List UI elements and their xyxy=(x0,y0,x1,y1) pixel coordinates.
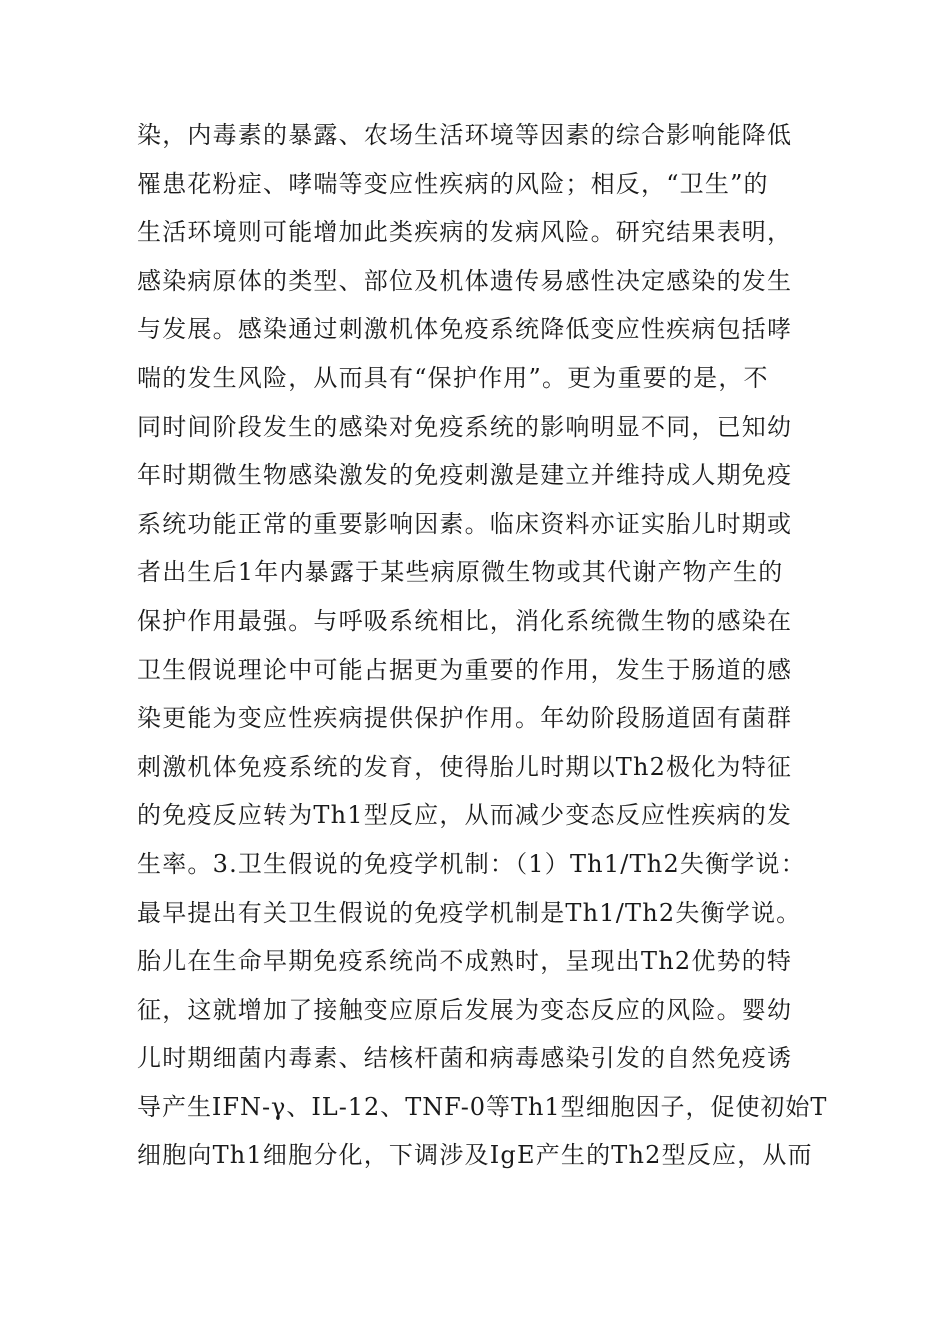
text-line: 同时间阶段发生的感染对免疫系统的影响明显不同，已知幼 xyxy=(137,412,793,441)
text-line: 与发展。感染通过刺激机体免疫系统降低变应性疾病包括哮 xyxy=(137,315,793,344)
text-line: 喘的发生风险，从而具有“保护作用”。更为重要的是，不 xyxy=(137,363,769,392)
text-line: 胎儿在生命早期免疫系统尚不成熟时，呈现出Th2优势的特 xyxy=(137,947,793,976)
text-line: 年时期微生物感染激发的免疫刺激是建立并维持成人期免疫 xyxy=(137,461,793,490)
text-line: 感染病原体的类型、部位及机体遗传易感性决定感染的发生 xyxy=(137,266,793,295)
text-line: 征，这就增加了接触变应原后发展为变态反应的风险。婴幼 xyxy=(137,995,793,1024)
text-line: 生活环境则可能增加此类疾病的发病风险。研究结果表明， xyxy=(137,218,793,247)
text-line: 导产生IFN-γ、IL-12、TNF-0等Th1型细胞因子，促使初始T xyxy=(137,1092,828,1121)
text-line: 的免疫反应转为Th1型反应，从而减少变态反应性疾病的发 xyxy=(137,801,793,830)
text-line: 者出生后1年内暴露于某些病原微生物或其代谢产物产生的 xyxy=(137,558,784,587)
text-line: 染，内毒素的暴露、农场生活环境等因素的综合影响能降低 xyxy=(137,121,793,149)
text-line: 最早提出有关卫生假说的免疫学机制是Th1/Th2失衡学说。 xyxy=(137,898,802,927)
text-line: 儿时期细菌内毒素、结核杆菌和病毒感染引发的自然免疫诱 xyxy=(137,1044,793,1073)
text-line: 罹患花粉症、哮喘等变应性疾病的风险；相反，“卫生”的 xyxy=(137,169,769,198)
text-line: 生率。3.卫生假说的免疫学机制：（1）Th1/Th2失衡学说： xyxy=(137,849,806,878)
text-line: 卫生假说理论中可能占据更为重要的作用，发生于肠道的感 xyxy=(137,655,793,684)
text-line: 细胞向Th1细胞分化，下调涉及IgE产生的Th2型反应，从而 xyxy=(137,1141,813,1170)
text-line: 保护作用最强。与呼吸系统相比，消化系统微生物的感染在 xyxy=(137,606,793,635)
text-line: 染更能为变应性疾病提供保护作用。年幼阶段肠道固有菌群 xyxy=(137,704,793,733)
text-line: 刺激机体免疫系统的发育，使得胎儿时期以Th2极化为特征 xyxy=(137,752,793,781)
body-paragraph xyxy=(137,111,827,1180)
text-line: 系统功能正常的重要影响因素。临床资料亦证实胎儿时期或 xyxy=(137,509,793,538)
